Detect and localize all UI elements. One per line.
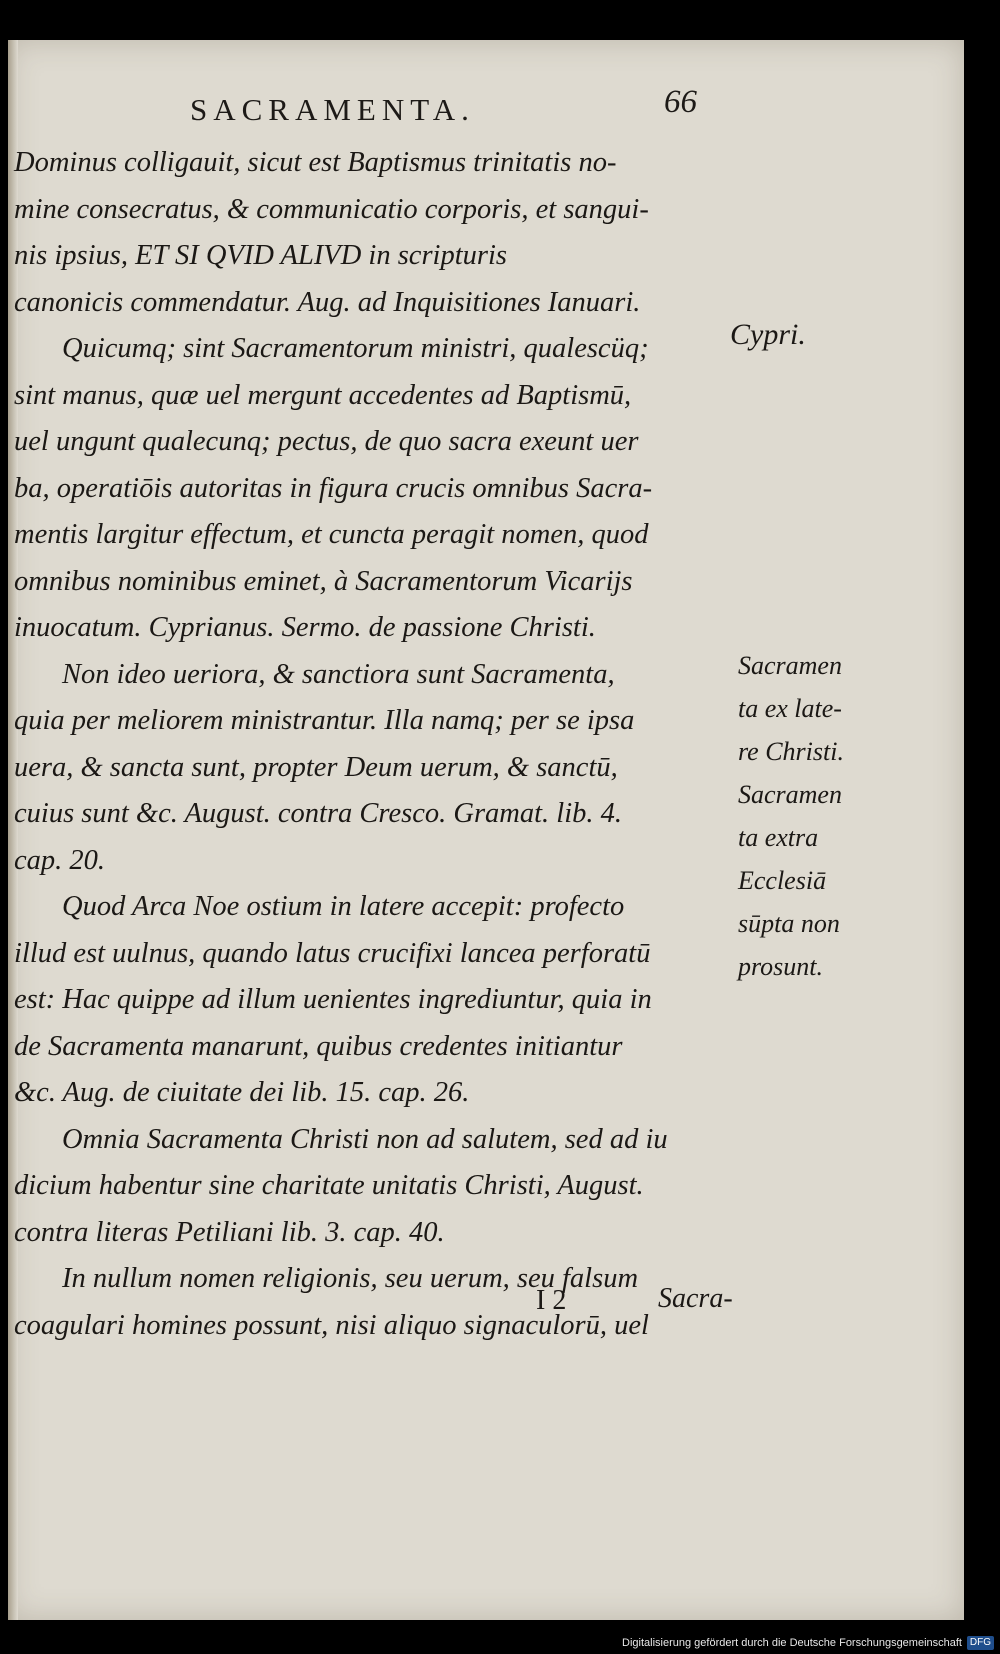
text-line: Omnia Sacramenta Christi non ad salutem, sed ad iu (62, 1123, 668, 1155)
paragraph-3 (14, 652, 734, 885)
folio-number: 66 (664, 84, 697, 120)
text-line: inuocatum. Cyprianus. Sermo. de passione Christi. (14, 612, 596, 643)
paragraph-4 (14, 884, 734, 1117)
text-line: Dominus colligauit, sicut est Baptismus trinitatis no- (14, 147, 617, 178)
running-head: SACRAMENTA. (190, 92, 475, 127)
marginal-line: prosunt. (738, 952, 823, 981)
text-line: cap. 20. (14, 844, 106, 876)
marginal-line: sūpta non (738, 909, 840, 938)
paragraph-1 (14, 140, 734, 326)
text-line: uera, & sancta sunt, propter Deum uerum, & sanctū, (14, 751, 618, 783)
text-line: sint manus, quæ uel mergunt accedentes ad Baptismū, (14, 379, 632, 411)
text-line: Non ideo ueriora, & sanctiora sunt Sacramenta, (62, 658, 615, 690)
text-line: contra literas Petiliani lib. 3. cap. 40. (14, 1216, 445, 1248)
text-line: mentis largitur effectum, et cuncta peragit nomen, quod (14, 519, 649, 550)
text-line: coagulari homines possunt, nisi aliquo signaculorū, uel (14, 1309, 649, 1341)
marginal-note-cyprian: Cypri. (730, 318, 806, 351)
text-line: nis ipsius, ET SI QVID ALIVD in scripturis (14, 240, 507, 271)
catchword: Sacra- (658, 1283, 733, 1314)
text-line: Quod Arca Noe ostium in latere accepit: profecto (62, 891, 625, 922)
paragraph-2 (14, 326, 734, 652)
text-line: dicium habentur sine charitate unitatis Christi, August. (14, 1170, 644, 1201)
paragraph-5 (14, 1117, 734, 1257)
funding-credit: Digitalisierung gefördert durch die Deutsche Forschungsgemeinschaft (622, 1637, 962, 1649)
marginal-line: Sacramen (738, 780, 842, 809)
text-line: cuius sunt &c. August. contra Cresco. Gramat. lib. 4. (14, 798, 622, 829)
marginal-note-sacramenta (738, 644, 898, 988)
text-line: canonicis commendatur. Aug. ad Inquisitiones Ianuari. (14, 286, 641, 318)
marginal-line: ta ex late- (738, 694, 842, 723)
marginal-line: Sacramen (738, 651, 842, 680)
text-line: mine consecratus, & communicatio corporis, et sangui- (14, 193, 649, 225)
text-line: omnibus nominibus eminet, à Sacramentorum Vicarijs (14, 565, 633, 597)
marginal-line: ta extra (738, 823, 819, 852)
text-line: quia per meliorem ministrantur. Illa namq; per se ipsa (14, 705, 635, 736)
marginal-line: re Christi. (738, 737, 844, 766)
text-line: In nullum nomen religionis, seu uerum, seu falsum (62, 1263, 639, 1294)
text-line: Quicumq; sint Sacramentorum ministri, qualescüq; (62, 333, 649, 364)
main-text-block (14, 140, 734, 1349)
paragraph-6 (14, 1256, 734, 1349)
text-line: &c. Aug. de ciuitate dei lib. 15. cap. 26. (14, 1077, 470, 1108)
text-line: de Sacramenta manarunt, quibus credentes initiantur (14, 1030, 623, 1062)
text-line: est: Hac quippe ad illum uenientes ingrediuntur, quia in (14, 984, 652, 1015)
text-line: ba, operatiōis autoritas in figura crucis omnibus Sacra- (14, 472, 653, 504)
text-line: uel ungunt qualecunq; pectus, de quo sacra exeunt uer (14, 426, 639, 457)
marginal-line: Ecclesiā (738, 866, 827, 895)
dfg-logo: DFG (967, 1636, 994, 1650)
signature-mark: I 2 (536, 1285, 567, 1316)
text-line: illud est uulnus, quando latus crucifixi lancea perforatū (14, 937, 651, 969)
